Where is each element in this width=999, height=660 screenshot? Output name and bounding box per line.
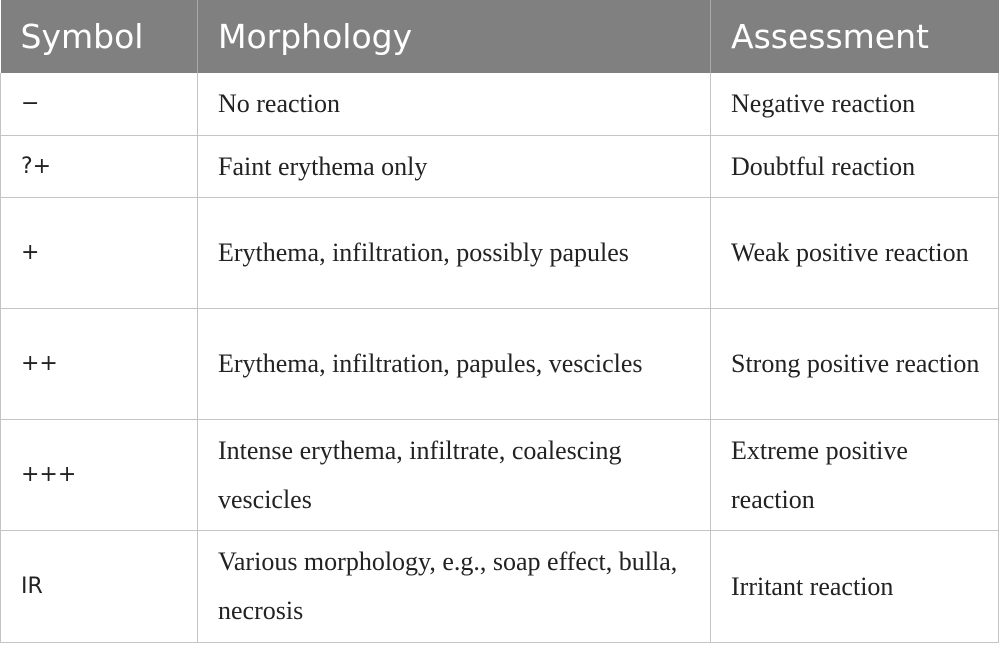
table-row: [1, 308, 999, 419]
cell-symbol: +++: [1, 419, 198, 530]
cell-morphology: Various morphology, e.g., soap effect, bulla, necrosis: [198, 530, 711, 642]
cell-symbol: ++: [1, 308, 198, 419]
cell-assessment: Doubtful reaction: [711, 135, 999, 197]
cell-assessment: Weak positive reaction: [711, 197, 999, 308]
table-row: [1, 530, 999, 642]
table-row: [1, 419, 999, 530]
cell-morphology: Erythema, infiltration, possibly papules: [198, 197, 711, 308]
cell-assessment: Extreme positive reaction: [711, 419, 999, 530]
table-row: [1, 197, 999, 308]
table-row: [1, 135, 999, 197]
cell-symbol: −: [1, 73, 198, 135]
header-morphology: Morphology: [198, 0, 711, 73]
cell-assessment: Strong positive reaction: [711, 308, 999, 419]
cell-assessment: Irritant reaction: [711, 530, 999, 642]
header-row: [1, 0, 999, 73]
header-symbol: Symbol: [1, 0, 198, 73]
header-assessment: Assessment: [711, 0, 999, 73]
cell-assessment: Negative reaction: [711, 73, 999, 135]
cell-symbol: +: [1, 197, 198, 308]
table-row: [1, 73, 999, 135]
cell-symbol: IR: [1, 530, 198, 642]
cell-morphology: Faint erythema only: [198, 135, 711, 197]
cell-morphology: No reaction: [198, 73, 711, 135]
cell-morphology: Erythema, infiltration, papules, vescicles: [198, 308, 711, 419]
cell-symbol: ?+: [1, 135, 198, 197]
table-body: [1, 73, 999, 642]
cell-morphology: Intense erythema, infiltrate, coalescing vescicles: [198, 419, 711, 530]
table-header: [1, 0, 999, 73]
